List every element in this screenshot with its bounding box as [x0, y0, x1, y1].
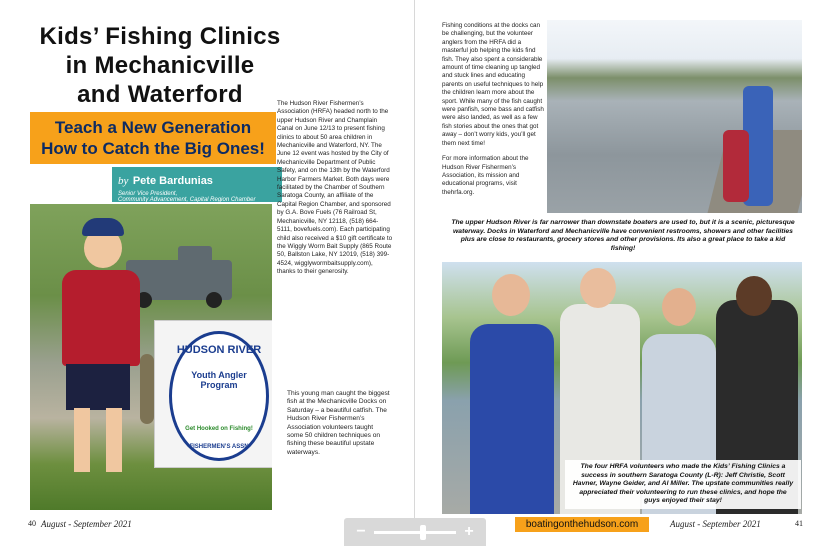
truck-shape: [126, 260, 232, 300]
volunteers-photo-caption: The four HRFA volunteers who made the Kids’ Fishing Clinics a success in southern Saratoga County (L-R): Jeff Christie, Scott Havner, Wayne Geider, and Al Miller. The upstate communities really appreciated their volunteering to run these clinics, and hope the guys enjoyed their stay!: [565, 460, 801, 509]
byline-role-1: Senior Vice President,: [118, 191, 178, 197]
article-title: [14, 22, 306, 109]
site-url-banner[interactable]: boatingonthehudson.com: [515, 517, 649, 532]
article-paragraph-1: The Hudson River Fishermen’s Association (HRFA) headed north to the upper Hudson River and Champlain Canal on June 12/13 to present fishing clinics to about 50 area children in Mechanicville and Waterford, NY. The June 12 event was hosted by the City of Mechanicville Department of Public Safety, and on the 13th by the Waterford Harbor Farmers Market. Both days were facilitated by the Chamber of Southern Saratoga County, an affiliate of the Capital Region Chamber, and sponsored by G.A. Bove Fuels (76 Railroad St, Mechanicville, NY 12118, (518) 664-5111, bovefuels.com). Each participating child also received a $10 gift certificate to the Wiggly Worm Bait Supply (865 Route 50, Ballston Lake, NY 12019, (518) 399-4524, wigglywormbaitsupply.com), thanks to their generosity.: [277, 100, 393, 276]
article-paragraph-3: For more information about the Hudson River Fishermen’s Association, its mission and educational programs, visit thehrfa.org.: [442, 155, 529, 196]
river-photo-caption: The upper Hudson River is far narrower than downstate boaters are used to, but it is a scenic, picturesque waterway. Docks in Waterford and Mechanicville have convenient restrooms, showers and other facilities plus are close to restaurants, grocery stores and other provisions. Its also a great place to take a kid fishing!: [445, 216, 801, 256]
title-line-1: Kids’ Fishing Clinics: [39, 23, 281, 50]
zoom-out-button[interactable]: −: [356, 523, 366, 540]
boy-with-fish-photo: [30, 204, 272, 510]
sign-line-1: HUDSON RIVER: [176, 344, 262, 356]
title-line-3: and Waterford: [77, 81, 243, 108]
zoom-slider-handle[interactable]: [420, 525, 426, 540]
left-page: [0, 0, 415, 546]
byline: [112, 167, 282, 202]
article-paragraph-2: Fishing conditions at the docks can be challenging, but the volunteer anglers from the HRFA did a masterful job helping the kids find fish. They also spent a considerable amount of time cleaning up tangled and stuck lines and educating parents on useful techniques to help the children learn more about the sport. While many of the fish caught were panfish, some bass and catfish were also landed, as well as a few fish stories about the ones that got away – don’t worry kids, you’ll get them next time!: [442, 22, 544, 147]
byline-role-2: Community Advancement, Capital Region Chamber: [118, 197, 256, 203]
right-folio: August - September 2021: [670, 519, 761, 529]
right-page-number: 41: [795, 519, 803, 528]
catfish-shape: [140, 354, 154, 424]
boy-photo-caption: This young man caught the biggest fish at the Mechanicville Docks on Saturday – a beautiful catfish. The Hudson River Fishermen’s Association volunteers taught some 50 children techniques on fishing these beautiful upstate waterways.: [287, 390, 390, 456]
volunteer-1: [470, 324, 554, 514]
byline-by: by: [118, 175, 129, 187]
zoom-slider[interactable]: [374, 531, 456, 534]
subtitle-line-2: How to Catch the Big Ones!: [41, 139, 265, 158]
sign-line-2: Youth Angler Program: [191, 370, 247, 390]
youth-angler-sign: [154, 320, 272, 468]
article-body-left: [277, 100, 393, 284]
subtitle-banner: [30, 112, 276, 164]
sign-line-3: Get Hooked on Fishing!: [185, 426, 253, 432]
river-fishing-photo: [547, 20, 802, 213]
sign-line-4: FISHERMEN’S ASSN: [189, 444, 249, 450]
title-line-2: in Mechanicville: [65, 52, 255, 79]
right-page: [415, 0, 833, 546]
zoom-in-button[interactable]: +: [464, 523, 474, 540]
left-folio: August - September 2021: [41, 519, 132, 529]
hrfa-logo: [169, 331, 269, 461]
byline-author: Pete Bardunias: [132, 175, 213, 187]
zoom-control: [344, 518, 486, 546]
subtitle-line-1: Teach a New Generation: [54, 118, 252, 137]
article-body-right: [442, 22, 546, 204]
child-figure: [723, 130, 749, 202]
left-page-number: 40: [28, 519, 36, 528]
